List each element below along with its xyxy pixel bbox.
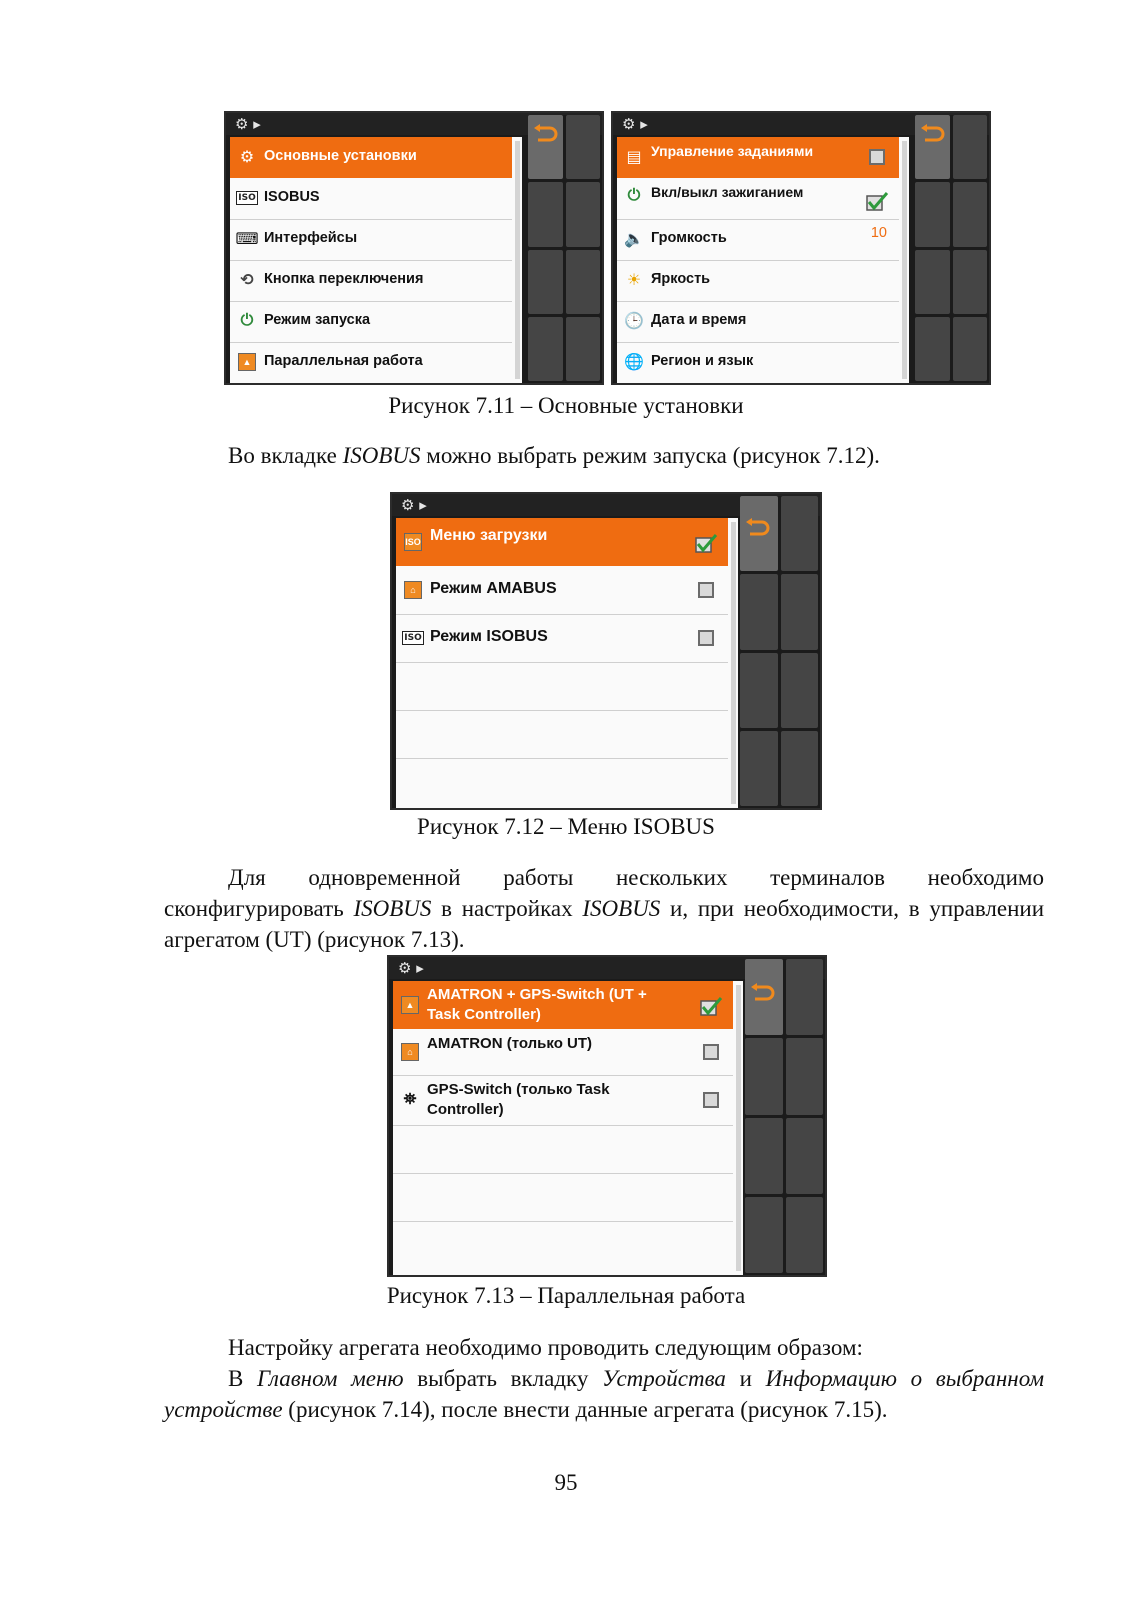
- softkey[interactable]: [528, 250, 563, 314]
- figure-caption-7-13: Рисунок 7.13 – Параллельная работа: [386, 1283, 746, 1308]
- iso-orange-icon: ISO: [402, 532, 424, 552]
- scrollbar[interactable]: [515, 141, 520, 379]
- softkey[interactable]: [740, 653, 778, 728]
- softkey-panel: [745, 959, 823, 1273]
- terminal-screen-general-options: [611, 111, 991, 385]
- figure-caption-7-11: Рисунок 7.11 – Основные установки: [388, 393, 744, 418]
- empty-row: [396, 662, 728, 711]
- menu-item-amabus-mode[interactable]: ⌂ Режим AMABUS: [396, 566, 728, 615]
- checked-checkbox-icon[interactable]: [692, 532, 718, 554]
- amatron-icon: ⌂: [399, 1042, 421, 1062]
- terminal-screen-parallel-work: [387, 955, 827, 1277]
- softkey[interactable]: [786, 1038, 824, 1114]
- softkey[interactable]: [953, 115, 988, 179]
- menu-item-region-language[interactable]: 🌐 Регион и язык: [624, 353, 754, 371]
- softkey[interactable]: [953, 250, 988, 314]
- softkey[interactable]: [745, 1038, 783, 1114]
- menu-item-startup-mode[interactable]: ⏻ Режим запуска: [230, 301, 512, 343]
- softkey[interactable]: [740, 574, 778, 649]
- ignition-icon: ⏻: [627, 187, 641, 204]
- back-arrow-icon: [533, 124, 559, 144]
- amatron-gps-icon: ▲: [399, 995, 421, 1015]
- checked-checkbox-icon[interactable]: [863, 190, 889, 212]
- menu-item-task-management[interactable]: ▤ Управление заданиями: [617, 137, 899, 178]
- isobus-mode-list: [396, 518, 738, 808]
- menu-item-parallel-work[interactable]: ▲ Параллельная работа: [230, 342, 512, 383]
- parallel-work-paragraph: Для одновременной работы нескольких терминалов необходимо сконфигурировать ISOBUS в настройках ISOBUS и, при необходимости, в управлении агрегатом (UT) (рисунок 7.13).: [164, 865, 1045, 952]
- softkey[interactable]: [781, 496, 819, 571]
- checkbox[interactable]: [703, 1092, 719, 1108]
- softkey[interactable]: [566, 182, 601, 246]
- options-list: [617, 137, 909, 383]
- checkbox[interactable]: [698, 582, 714, 598]
- scrollbar[interactable]: [902, 141, 907, 379]
- task-icon: ▤: [626, 149, 642, 166]
- power-icon: ⏻: [240, 312, 254, 329]
- iso-icon: ISO: [404, 633, 422, 643]
- iso-icon: ISO: [238, 193, 256, 203]
- menu-item-basic-settings[interactable]: ⚙ Основные установки: [230, 137, 512, 178]
- volume-value: 10: [870, 225, 887, 241]
- softkey[interactable]: [781, 731, 819, 806]
- softkey[interactable]: [915, 182, 950, 246]
- settings-gear-icon: ⚙ ▸: [398, 959, 424, 977]
- menu-item-amatron-gps-switch[interactable]: ▲ AMATRON + GPS-Switch (UT + Task Controller): [393, 981, 733, 1029]
- settings-gear-icon: ⚙ ▸: [622, 115, 648, 133]
- checkbox[interactable]: [869, 149, 885, 165]
- softkey[interactable]: [528, 317, 563, 381]
- empty-row: [393, 1125, 733, 1174]
- scrollbar[interactable]: [736, 985, 741, 1271]
- figure-caption-7-12: Рисунок 7.12 – Меню ISOBUS: [417, 814, 715, 839]
- menu-item-ignition[interactable]: ⏻ Вкл/выкл зажиганием: [617, 178, 899, 220]
- softkey[interactable]: [953, 182, 988, 246]
- settings-gear-icon: ⚙ ▸: [235, 115, 261, 133]
- empty-row: [396, 710, 728, 759]
- menu-item-gps-switch-task-controller[interactable]: ⛯ GPS-Switch (только Task Controller): [393, 1075, 733, 1126]
- calendar-icon: 🕒: [624, 313, 644, 330]
- setup-paragraph: В Главном меню выбрать вкладку Устройства и Информацию о выбранном устройстве (рисунок 7.14), после внести данные агрегата (рисунок 7.15).: [164, 1366, 1045, 1422]
- terminal-screen-basic-settings: [224, 111, 604, 385]
- softkey[interactable]: [740, 731, 778, 806]
- menu-item-boot-menu[interactable]: ISO Меню загрузки: [396, 518, 728, 566]
- switch-icon: ⟲: [240, 272, 254, 289]
- scrollbar[interactable]: [731, 522, 736, 804]
- softkey[interactable]: [786, 959, 824, 1035]
- menu-item-date-time[interactable]: 🕒 Дата и время: [617, 301, 899, 343]
- softkey[interactable]: [745, 1118, 783, 1194]
- settings-gear-icon: ⚙ ▸: [401, 496, 427, 514]
- parallel-icon: ▲: [236, 352, 258, 372]
- amabus-icon: ⌂: [402, 580, 424, 600]
- checkbox[interactable]: [698, 630, 714, 646]
- back-button[interactable]: [745, 959, 783, 1035]
- gps-switch-icon: ⛯: [403, 1091, 417, 1108]
- page-number: 95: [554, 1470, 578, 1495]
- back-button[interactable]: [915, 115, 950, 179]
- settings-list: [230, 137, 522, 383]
- softkey[interactable]: [528, 182, 563, 246]
- brightness-icon: ☀: [626, 272, 642, 289]
- menu-item-isobus[interactable]: ISO ISOBUS: [230, 178, 512, 220]
- back-arrow-icon: [920, 124, 946, 144]
- menu-item-amatron-ut-only[interactable]: ⌂ AMATRON (только UT): [393, 1029, 733, 1076]
- checked-checkbox-icon[interactable]: [697, 995, 723, 1017]
- softkey[interactable]: [566, 317, 601, 381]
- softkey-panel: [528, 115, 600, 381]
- terminal-screen-isobus-menu: [390, 492, 822, 810]
- softkey[interactable]: [915, 317, 950, 381]
- volume-icon: 🔈: [624, 231, 644, 248]
- parallel-mode-list: [393, 981, 743, 1275]
- softkey[interactable]: [566, 250, 601, 314]
- menu-item-volume[interactable]: 🔈 Громкость 10: [617, 219, 899, 261]
- empty-row: [393, 1173, 733, 1222]
- softkey-panel: [915, 115, 987, 381]
- softkey[interactable]: [915, 250, 950, 314]
- setup-intro-line: Настройку агрегата необходимо проводить следующим образом:: [228, 1335, 863, 1360]
- globe-icon: 🌐: [624, 354, 644, 371]
- back-arrow-icon: [745, 518, 771, 538]
- softkey[interactable]: [566, 115, 601, 179]
- menu-item-brightness[interactable]: ☀ Яркость: [617, 260, 899, 302]
- softkey[interactable]: [786, 1197, 824, 1273]
- intro-paragraph: Во вкладке ISOBUS можно выбрать режим запуска (рисунок 7.12).: [228, 443, 880, 468]
- menu-item-toggle-button[interactable]: ⟲ Кнопка переключения: [230, 260, 512, 302]
- back-button[interactable]: [528, 115, 563, 179]
- softkey-panel: [740, 496, 818, 806]
- softkey[interactable]: [745, 1197, 783, 1273]
- softkey[interactable]: [953, 317, 988, 381]
- menu-item-interfaces[interactable]: ⌨ Интерфейсы: [230, 219, 512, 261]
- softkey[interactable]: [786, 1118, 824, 1194]
- gear-icon: ⚙: [239, 149, 255, 166]
- keyboard-icon: ⌨: [235, 231, 259, 248]
- back-button[interactable]: [740, 496, 778, 571]
- checkbox[interactable]: [703, 1044, 719, 1060]
- menu-item-isobus-mode[interactable]: ISO Режим ISOBUS: [396, 614, 728, 663]
- softkey[interactable]: [781, 574, 819, 649]
- softkey[interactable]: [781, 653, 819, 728]
- back-arrow-icon: [750, 983, 776, 1003]
